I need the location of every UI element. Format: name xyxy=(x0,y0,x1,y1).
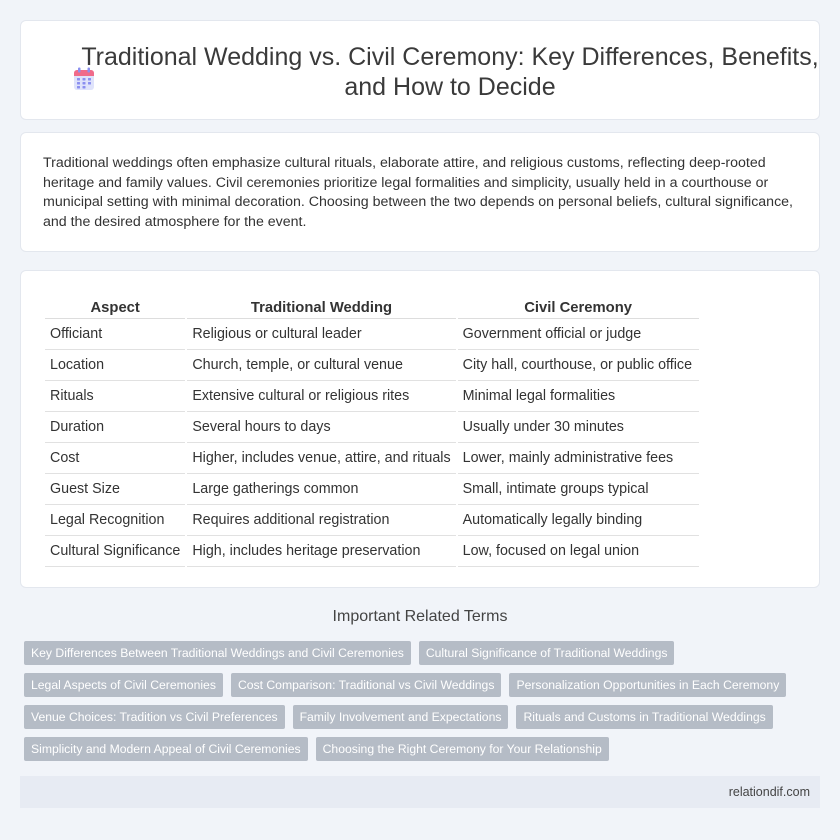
table-row xyxy=(45,381,699,412)
table-header-row xyxy=(45,295,699,319)
aspect-cell: Duration xyxy=(45,412,185,443)
related-term-tag[interactable]: Simplicity and Modern Appeal of Civil Ceremonies xyxy=(24,737,308,761)
table-row xyxy=(45,536,699,567)
header-aspect: Aspect xyxy=(45,295,185,319)
aspect-cell: Officiant xyxy=(45,319,185,350)
aspect-cell: Legal Recognition xyxy=(45,505,185,536)
table-row xyxy=(45,350,699,381)
civil-cell: Usually under 30 minutes xyxy=(458,412,699,443)
related-term-tag[interactable]: Cultural Significance of Traditional Weddings xyxy=(419,641,675,665)
tag-row xyxy=(24,705,814,729)
related-term-tag[interactable]: Rituals and Customs in Traditional Weddings xyxy=(516,705,772,729)
aspect-cell: Guest Size xyxy=(45,474,185,505)
traditional-cell: Church, temple, or cultural venue xyxy=(187,350,455,381)
table-row xyxy=(45,443,699,474)
aspect-cell: Rituals xyxy=(45,381,185,412)
related-terms-heading: Important Related Terms xyxy=(332,608,508,625)
civil-cell: Lower, mainly administrative fees xyxy=(458,443,699,474)
civil-cell: Government official or judge xyxy=(458,319,699,350)
related-term-tag[interactable]: Cost Comparison: Traditional vs Civil Weddings xyxy=(231,673,502,697)
table-row xyxy=(45,474,699,505)
related-term-tag[interactable]: Choosing the Right Ceremony for Your Relationship xyxy=(316,737,609,761)
civil-cell: Automatically legally binding xyxy=(458,505,699,536)
table-row xyxy=(45,412,699,443)
tag-row xyxy=(24,673,814,697)
civil-cell: Small, intimate groups typical xyxy=(458,474,699,505)
related-term-tag[interactable]: Key Differences Between Traditional Weddings and Civil Ceremonies xyxy=(24,641,411,665)
related-terms-list xyxy=(24,641,814,769)
header-traditional: Traditional Wedding xyxy=(187,295,455,319)
footer-bar xyxy=(20,776,820,808)
page-title: Traditional Wedding vs. Civil Ceremony: Key Differences, Benefits, and How to Decide xyxy=(81,43,819,101)
table-row xyxy=(45,319,699,350)
traditional-cell: Large gatherings common xyxy=(187,474,455,505)
comparison-card xyxy=(20,270,820,588)
intro-paragraph: Traditional weddings often emphasize cultural rituals, elaborate attire, and religious customs, reflecting deep-rooted heritage and family values. Civil ceremonies prioritize legal formalities and simplicity, usually held in a courthouse or municipal setting with minimal decoration. Choosing between the two depends on personal beliefs, cultural significance, and the desired atmosphere for the event. xyxy=(43,155,793,230)
comparison-table xyxy=(43,295,701,567)
footer-site-link[interactable]: relationdif.com xyxy=(728,785,810,799)
header-civil: Civil Ceremony xyxy=(458,295,699,319)
related-term-tag[interactable]: Venue Choices: Tradition vs Civil Preferences xyxy=(24,705,285,729)
traditional-cell: Religious or cultural leader xyxy=(187,319,455,350)
related-term-tag[interactable]: Family Involvement and Expectations xyxy=(293,705,509,729)
related-term-tag[interactable]: Personalization Opportunities in Each Ceremony xyxy=(509,673,786,697)
traditional-cell: Several hours to days xyxy=(187,412,455,443)
traditional-cell: Requires additional registration xyxy=(187,505,455,536)
civil-cell: Minimal legal formalities xyxy=(458,381,699,412)
civil-cell: City hall, courthouse, or public office xyxy=(458,350,699,381)
aspect-cell: Location xyxy=(45,350,185,381)
related-term-tag[interactable]: Legal Aspects of Civil Ceremonies xyxy=(24,673,223,697)
traditional-cell: Higher, includes venue, attire, and rituals xyxy=(187,443,455,474)
traditional-cell: High, includes heritage preservation xyxy=(187,536,455,567)
tag-row xyxy=(24,641,814,665)
tag-row xyxy=(24,737,814,761)
intro-card xyxy=(20,132,820,252)
aspect-cell: Cultural Significance xyxy=(45,536,185,567)
aspect-cell: Cost xyxy=(45,443,185,474)
traditional-cell: Extensive cultural or religious rites xyxy=(187,381,455,412)
table-row xyxy=(45,505,699,536)
civil-cell: Low, focused on legal union xyxy=(458,536,699,567)
